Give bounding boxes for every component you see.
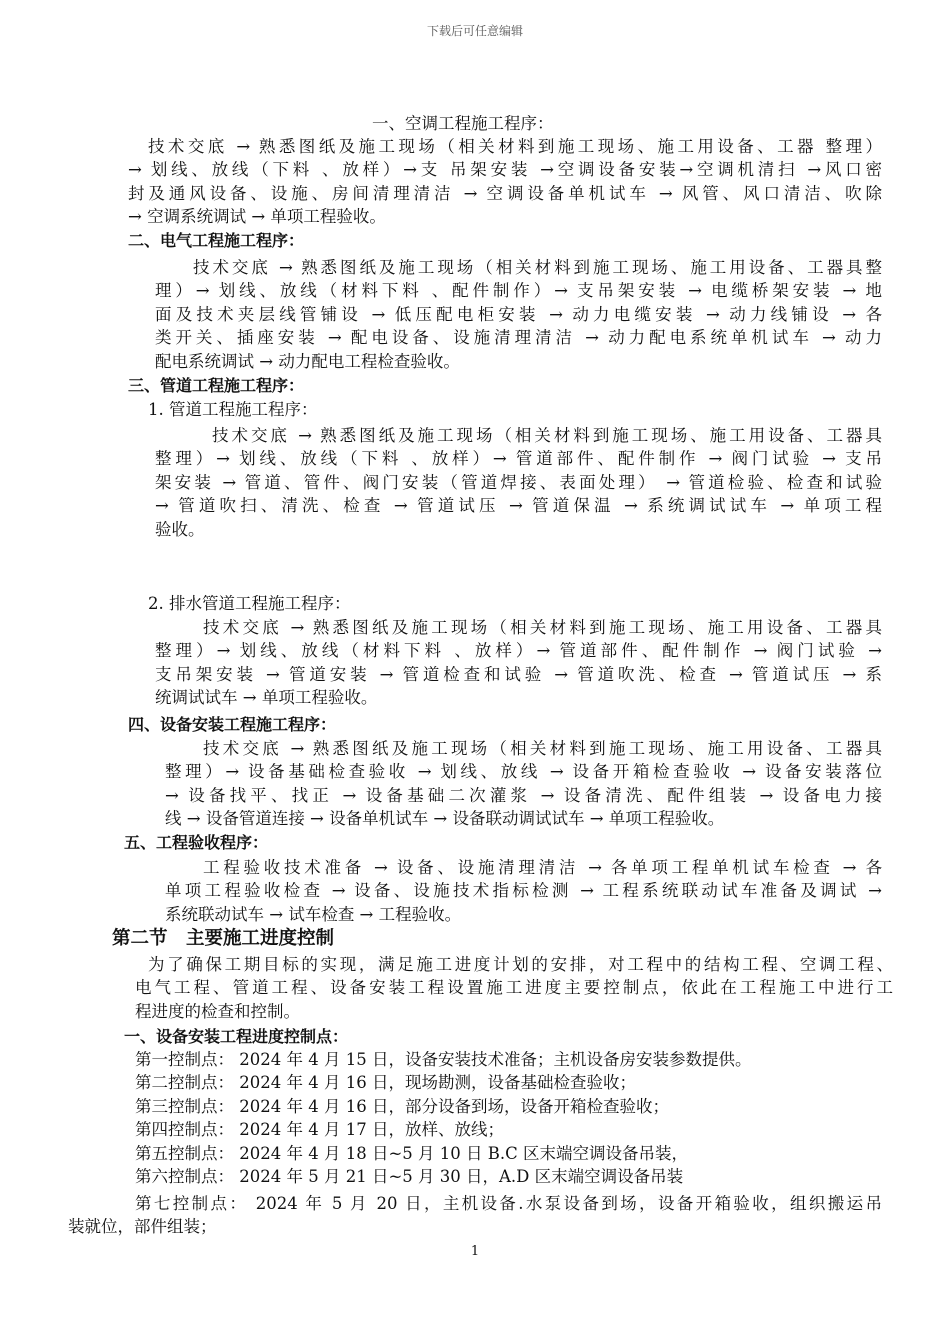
s4-body [165, 737, 882, 831]
s3-line: 整理）→ 划线、放线（材料下料 、放样）→ 管道部件、配件制作 → 阀门试验 → [155, 641, 882, 661]
s3-line: 支吊架安装 → 管道安装 → 管道检查和试验 → 管道吹洗、检查 → 管道试压 → 系 [155, 664, 882, 684]
s3-title: 三、管道工程施工程序： [128, 376, 305, 395]
s1-body [128, 135, 882, 229]
page-header: 下载后可任意编辑 [426, 24, 523, 38]
control-point: 装就位，部件组装； [68, 1217, 217, 1237]
section2-sub-title: 一、设备安装工程进度控制点： [124, 1027, 349, 1046]
s3-line: 技术交底 → 熟悉图纸及施工现场（相关材料到施工现场、施工用设备、工器具 [212, 426, 882, 445]
s2-line: 类开关、插座安装 → 配电设备、设施清理清洁 → 动力配电系统单机试车 → 动力 [155, 328, 882, 348]
control-point: 第七控制点： 2024 年 5 月 20 日，主机设备.水泵设备到场，设备开箱验收，组织搬运吊 [135, 1194, 882, 1213]
s1-title: 一、空调工程施工程序： [372, 114, 554, 133]
s1-line: 技术交底 → 熟悉图纸及施工现场（相关材料到施工现场、施工用设备、工器 整理） [148, 137, 882, 156]
s3-line: 架安装 → 管道、管件、阀门安装（管道焊接、表面处理） → 管道检验、检查和试验 [155, 472, 882, 492]
intro-line: 为了确保工期目标的实现，满足施工进度计划的安排，对工程中的结构工程、空调工程、 [148, 955, 893, 974]
s4-line: 整理）→ 设备基础检查验收 → 划线、放线 → 设备开箱检查验收 → 设备安装落位 [165, 762, 882, 782]
control-point: 第六控制点： 2024 年 5 月 21 日~5 月 30 日，A.D 区末端空调设备吊装 [135, 1167, 684, 1187]
s4-line: → 设备找平、找正 → 设备基础二次灌浆 → 设备清洗、配件组装 → 设备电力接 [165, 785, 882, 805]
s1-line: 封及通风设备、设施、房间清理清洁 → 空调设备单机试车 → 风管、风口清洁、吹除 [128, 183, 882, 203]
s3-body1 [155, 424, 882, 541]
s3-sub2: 2. 排水管道工程施工程序： [148, 594, 351, 613]
intro-line: 电气工程、管道工程、设备安装工程设置施工进度主要控制点，依此在工程施工中进行工 [135, 978, 893, 998]
s5-line: 单项工程验收检查 → 设备、设施技术指标检测 → 工程系统联动试车准备及调试 → [165, 881, 882, 901]
control-point: 第三控制点： 2024 年 4 月 16 日，部分设备到场，设备开箱检查验收； [135, 1096, 669, 1116]
s4-title: 四、设备安装工程施工程序： [128, 715, 337, 734]
control-point-7 [68, 1192, 882, 1239]
s3-sub1: 1. 管道工程施工程序： [148, 400, 318, 419]
s3-line: → 管道吹扫、清洗、检查 → 管道试压 → 管道保温 → 系统调试试车 → 单项工程 [155, 496, 882, 516]
s1-line: → 划线、放线（下料 、放样）→支 吊架安装 →空调设备安装→空调机清扫 →风口密 [128, 160, 882, 180]
s3-line: 统调试试车 → 单项工程验收。 [155, 688, 378, 708]
s4-line: 技术交底 → 熟悉图纸及施工现场（相关材料到施工现场、施工用设备、工器具 [203, 739, 882, 758]
s2-body [155, 256, 882, 373]
section2-intro [135, 953, 893, 1023]
control-point: 第一控制点： 2024 年 4 月 15 日，设备安装技术准备；主机设备房安装参数提供。 [135, 1050, 752, 1069]
s3-line: 整理）→ 划线、放线（下料 、放样）→ 管道部件、配件制作 → 阀门试验 → 支吊 [155, 449, 882, 469]
s5-line: 工程验收技术准备 → 设备、设施清理清洁 → 各单项工程单机试车检查 → 各 [203, 858, 882, 877]
s2-line: 面及技术夹层线管铺设 → 低压配电柜安装 → 动力电缆安装 → 动力线铺设 → 各 [155, 304, 882, 324]
s5-body [165, 856, 882, 926]
s3-body2 [155, 616, 882, 710]
s3-line: 验收。 [155, 519, 205, 539]
s2-line: 技术交底 → 熟悉图纸及施工现场（相关材料到施工现场、施工用设备、工器具整 [193, 258, 882, 277]
s1-line: → 空调系统调试 → 单项工程验收。 [128, 207, 386, 227]
control-point: 第五控制点： 2024 年 4 月 18 日~5 月 10 日 B.C 区末端空调设备吊装， [135, 1143, 688, 1163]
s2-line: 配电系统调试 → 动力配电工程检查验收。 [155, 351, 460, 371]
s2-title: 二、电气工程施工程序： [128, 231, 305, 250]
s4-line: 线 → 设备管道连接 → 设备单机试车 → 设备联动调试试车 → 单项工程验收。 [165, 809, 725, 829]
s5-line: 系统联动试车 → 试车检查 → 工程验收。 [165, 904, 462, 924]
s2-line: 理）→ 划线、放线（材料下料 、配件制作）→ 支吊架安装 → 电缆桥架安装 → 地 [155, 281, 882, 301]
s3-line: 技术交底 → 熟悉图纸及施工现场（相关材料到施工现场、施工用设备、工器具 [203, 618, 882, 637]
control-point: 第四控制点： 2024 年 4 月 17 日，放样、放线； [135, 1120, 504, 1140]
section2-heading: 第二节 主要施工进度控制 [112, 928, 335, 949]
s5-title: 五、工程验收程序： [124, 833, 269, 852]
control-points [135, 1048, 895, 1188]
page-number: 1 [470, 1244, 480, 1259]
control-point: 第二控制点： 2024 年 4 月 16 日，现场勘测，设备基础检查验收； [135, 1073, 636, 1093]
intro-line: 程进度的检查和控制。 [135, 1001, 300, 1021]
